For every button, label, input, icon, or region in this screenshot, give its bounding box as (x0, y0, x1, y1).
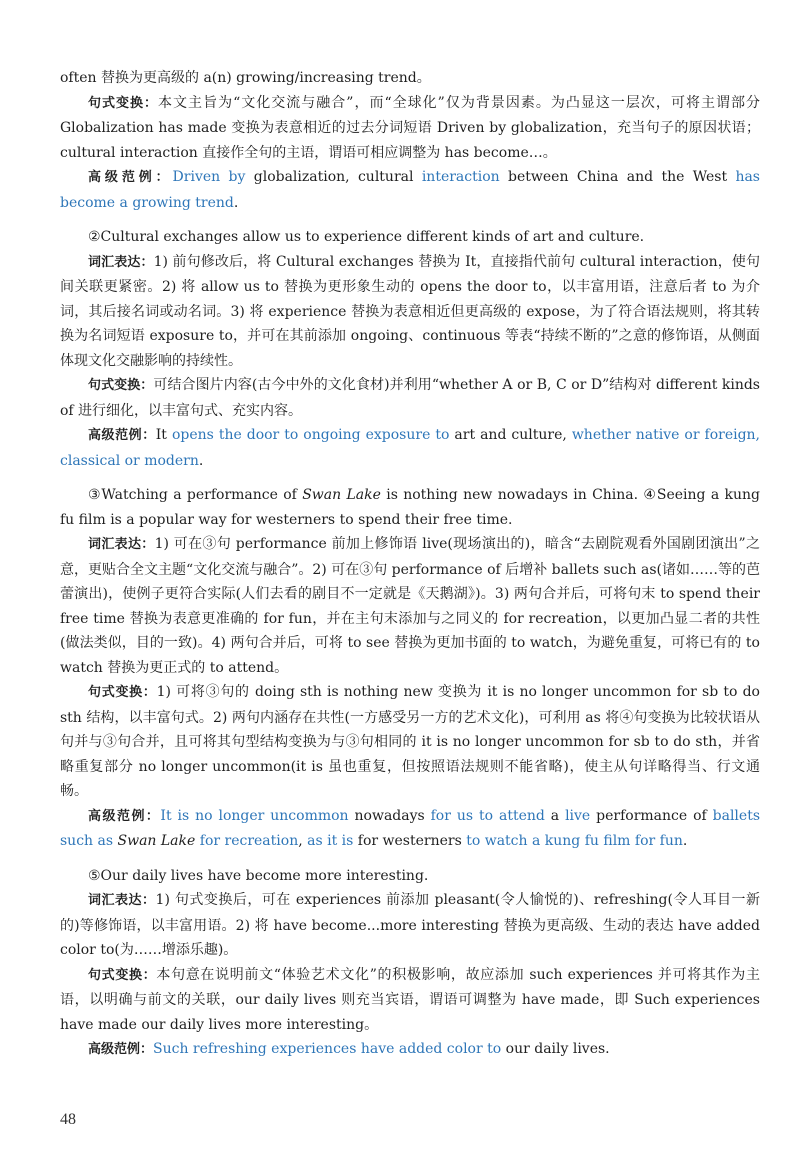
label-vocab: 词汇表达： (88, 537, 155, 552)
s1-sentence-transform: 句式变换：本文主旨为“文化交流与融合”，而“全球化”仅为背景因素。为凸显这一层次，可将主谓部分 Globalization has made 变换为表意相近的过去分词短语 Driven by globalization，充当句子的原因状语；cultural interaction 直接作全句的主语，谓语可相应调整为 has become…。 (60, 94, 760, 161)
s3-sentence-transform: 句式变换：1) 可将③句的 doing sth is nothing new 变换为 it is no longer uncommon for sb to do sth 结构，以丰富句式。2) 两句内涵存在共性(一方感受另一方的艺术文化)，可利用 as 将④句变换为比较状语从句并与③句合并，且可将其句型结构变换为与③句相同的 it is no longer uncommon for sb to do sth，并省略重复部分 no longer uncommon(it is 虽也重复，但按照语法规则不能省略)，使主从句详略得当、行文通畅。 (60, 684, 760, 799)
page-number: 48 (60, 1111, 76, 1128)
label-model: 高级范例： (88, 808, 161, 824)
s1-continuation: often 替换为更高级的 a(n) growing/increasing trend。 (60, 70, 431, 86)
label-vocab: 词汇表达： (88, 254, 154, 270)
s5-model-example: 高级范例：Such refreshing experiences have added color to our daily lives. (88, 1041, 610, 1057)
s1-model-example: 高级范例：Driven by globalization, cultural interaction between China and the West has become a growing trend. (60, 169, 760, 211)
s5-vocab: 词汇表达：1) 句式变换后，可在 experiences 前添加 pleasant(令人愉悦的)、refreshing(令人耳目一新的)等修饰语，以丰富用语。2) 将 have become...more interesting 替换为更高级、生动的表达 have added color to(为……增添乐趣)。 (60, 892, 760, 958)
page-content (60, 66, 760, 1063)
s2-sentence-transform: 句式变换：可结合图片内容(古今中外的文化食材)并利用“whether A or B, C or D”结构对 different kinds of 进行细化，以丰富句式、充实内容。 (60, 377, 760, 419)
label-model: 高级范例： (88, 1042, 154, 1057)
s5-original-sentence: ⑤Our daily lives have become more interesting. (88, 867, 429, 884)
label-sentence: 句式变换： (88, 378, 154, 393)
label-sentence: 句式变换： (88, 967, 157, 983)
s2-vocab: 词汇表达：1) 前句修改后，将 Cultural exchanges 替换为 It，直接指代前句 cultural interaction，使句间关联更紧密。2) 将 allow us to 替换为更形象生动的 opens the door to，以丰富用语，注意后者 to 为介词，其后接名词或动名词。3) 将 experience 替换为表意相近但更高级的 expose，为了符合语法规则，将其转换为名词短语 exposure to，并可在其前添加 ongoing、continuous 等表“持续不断的”之意的修饰语，从侧面体现文化交融影响的持续性。 (60, 253, 760, 369)
s2-original-sentence: ②Cultural exchanges allow us to experience different kinds of art and culture. (88, 229, 645, 245)
s2-model-example: 高级范例：It opens the door to ongoing exposure to art and culture, whether native or foreign, classical or modern. (60, 427, 761, 469)
s3-original-sentences: ③Watching a performance of Swan Lake is nothing new nowadays in China. ④Seeing a kung fu film is a popular way for westerners to spend their free time. (60, 487, 760, 528)
s3-vocab: 词汇表达：1) 可在③句 performance 前加上修饰语 live(现场演出的)，暗含“去剧院观看外国剧团演出”之意，更贴合全文主题“文化交流与融合”。2) 可在③句 performance of 后增补 ballets such as(诸如……等的芭蕾演出)，使例子更符合实际(人们去看的剧目不一定就是《天鹅湖》)。3) 两句合并后，可将句末 to spend their free time 替换为表意更准确的 for fun，并在主句末添加与之同义的 for recreation，以更加凸显二者的共性(做法类似，目的一致)。4) 两句合并后，可将 to see 替换为更加书面的 to watch，为避免重复，可将已有的 to watch 替换为更正式的 to attend。 (60, 536, 760, 676)
label-vocab: 词汇表达： (88, 893, 156, 908)
s3-model-example: 高级范例：It is no longer uncommon nowadays for us to attend a live performance of ballets such as Swan Lake for recreation, as it is for westerners to watch a kung fu film for fun. (60, 807, 760, 849)
label-model: 高级范例： (88, 170, 173, 185)
label-sentence: 句式变换： (88, 95, 159, 111)
label-model: 高级范例： (88, 428, 156, 443)
label-sentence: 句式变换： (88, 685, 157, 700)
s5-sentence-transform: 句式变换：本句意在说明前文“体验艺术文化”的积极影响，故应添加 such experiences 并可将其作为主语，以明确与前文的关联，our daily lives 则充当宾语，谓语可调整为 have made，即 Such experiences have made our daily lives more interesting。 (60, 966, 760, 1033)
